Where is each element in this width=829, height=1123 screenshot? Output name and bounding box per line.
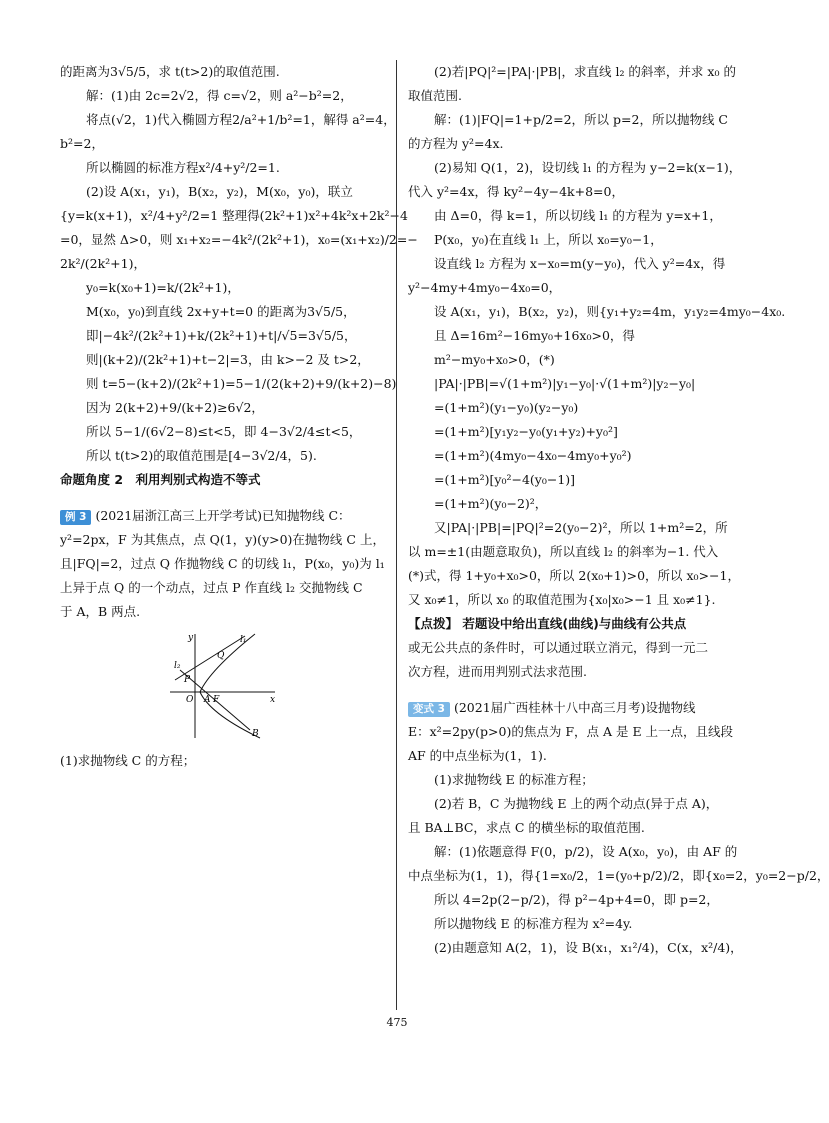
text-line: 取值范围. <box>408 88 462 103</box>
text-line: (2021届广西桂林十八中高三月考)设抛物线 <box>453 700 696 715</box>
variant-intro <box>408 696 752 720</box>
text-line: 设直线 l₂ 方程为 x−x₀=m(y−y₀)，代入 y²=4x，得 <box>434 256 726 271</box>
text-line: P(x₀，y₀)在直线 l₁ 上，所以 x₀=y₀−1， <box>434 232 663 247</box>
fig-label: Q <box>217 651 225 661</box>
left-column <box>60 60 418 773</box>
tip-line: 【点拨】 若题设中给出直线(曲线)与曲线有公共点 <box>408 616 687 631</box>
text-line: =(1+m²)(4my₀−4x₀−4my₀+y₀²) <box>434 448 632 463</box>
text-line: 且 Δ=16m²−16my₀+16x₀>0，得 <box>434 328 635 343</box>
fig-label: A <box>204 695 211 705</box>
text-line: 将点(√2，1)代入椭圆方程2/a²+1/b²=1，解得 a²=4， <box>86 112 396 127</box>
parabola-curve <box>200 634 260 738</box>
text-line: 又 x₀≠1，所以 x₀ 的取值范围为{x₀|x₀>−1 且 x₀≠1}. <box>408 592 716 607</box>
text-line: 于 A，B 两点. <box>60 604 141 619</box>
text-line: 上异于点 Q 的一个动点，过点 P 作直线 l₂ 交抛物线 C <box>60 580 363 595</box>
text-line: y²=2px，F 为其焦点，点 Q(1，y)(y>0)在抛物线 C 上， <box>60 532 385 547</box>
text-line: 的方程为 y²=4x. <box>408 136 504 151</box>
text-line: (2)设 A(x₁，y₁)，B(x₂，y₂)，M(x₀，y₀)，联立 <box>86 184 353 199</box>
fig-label: y <box>188 633 194 643</box>
text-line: (1)求抛物线 C 的方程； <box>60 753 196 768</box>
right-column <box>408 60 829 960</box>
fig-label: l₂ <box>174 661 181 671</box>
text-line: y²−4my+4my₀−4x₀=0， <box>408 280 562 295</box>
text-line: 所以 4=2p(2−p/2)，得 p²−4p+4=0，即 p=2， <box>434 892 719 907</box>
text-line: 解：(1)依题意得 F(0，p/2)，设 A(x₀，y₀)，由 AF 的 <box>434 844 738 859</box>
fig-label: l₁ <box>240 635 247 645</box>
text-line: 次方程，进而用判别式法求范围. <box>408 664 587 679</box>
text-line: (1)求抛物线 E 的标准方程； <box>434 772 594 787</box>
text-line: 则 t=5−(k+2)/(2k²+1)=5−1/(2(k+2)+9/(k+2)−8) <box>86 376 397 391</box>
text-line: (2)若|PQ|²=|PA|·|PB|，求直线 l₂ 的斜率，并求 x₀ 的 <box>434 64 736 79</box>
text-line: y₀=k(x₀+1)=k/(2k²+1)， <box>86 280 240 295</box>
variant-badge: 变式 3 <box>408 702 450 717</box>
text-line: 或无公共点的条件时，可以通过联立消元，得到一元二 <box>408 640 709 655</box>
text-line: 中点坐标为(1，1)，得{1=x₀/2，1=(y₀+p/2)/2，即{x₀=2，y₀=2−p/2， <box>408 868 829 883</box>
page-number: 475 <box>386 1016 408 1029</box>
text-line: 又|PA|·|PB|=|PQ|²=2(y₀−2)²，所以 1+m²=2，所 <box>434 520 728 535</box>
fig-label: B <box>252 729 259 739</box>
text-line: (2)由题意知 A(2，1)，设 B(x₁，x₁²/4)，C(x，x²/4)， <box>434 940 743 955</box>
example-badge: 例 3 <box>60 510 91 525</box>
fig-label: x <box>270 695 276 705</box>
text-line: =(1+m²)(y₀−2)²， <box>434 496 548 511</box>
fig-label: F <box>213 695 220 705</box>
text-line: M(x₀，y₀)到直线 2x+y+t=0 的距离为3√5/5， <box>86 304 356 319</box>
text-line: (*)式，得 1+y₀+x₀>0，所以 2(x₀+1)>0，所以 x₀>−1， <box>408 568 740 583</box>
text-line: 所以 5−1/(6√2−8)≤t<5，即 4−3√2/4≤t<5， <box>86 424 362 439</box>
text-line: 解：(1)|FQ|=1+p/2=2，所以 p=2，所以抛物线 C <box>434 112 728 127</box>
text-line: 即|−4k²/(2k²+1)+k/(2k²+1)+t|/√5=3√5/5， <box>86 328 357 343</box>
text-line: |PA|·|PB|=√(1+m²)|y₁−y₀|·√(1+m²)|y₂−y₀| <box>434 376 696 391</box>
text-line: m²−my₀+x₀>0，(*) <box>434 352 555 367</box>
text-line: 且 BA⊥BC，求点 C 的横坐标的取值范围. <box>408 820 645 835</box>
text-line: 因为 2(k+2)+9/(k+2)≥6√2， <box>86 400 264 415</box>
text-line: 代入 y²=4x，得 ky²−4y−4k+8=0， <box>408 184 624 199</box>
text-line: 以 m=±1(由题意取负)，所以直线 l₂ 的斜率为−1. 代入 <box>408 544 719 559</box>
text-line: 所以椭圆的标准方程x²/4+y²/2=1. <box>86 160 280 175</box>
example-intro <box>60 504 410 528</box>
text-line: 则|(k+2)/(2k²+1)+t−2|=3，由 k>−2 及 t>2， <box>86 352 370 367</box>
parabola-figure <box>160 630 280 740</box>
text-line: =(1+m²)[y₁y₂−y₀(y₁+y₂)+y₀²] <box>434 424 618 439</box>
text-line: 设 A(x₁，y₁)，B(x₂，y₂)，则{y₁+y₂=4m，y₁y₂=4my₀−4x₀. <box>434 304 786 319</box>
text-line: AF 的中点坐标为(1，1). <box>408 748 547 763</box>
text-line: (2)易知 Q(1，2)，设切线 l₁ 的方程为 y−2=k(x−1)， <box>434 160 742 175</box>
text-line: 解：(1)由 2c=2√2，得 c=√2，则 a²−b²=2， <box>86 88 353 103</box>
section-heading: 命题角度 2 利用判别式构造不等式 <box>60 472 261 487</box>
fig-label: O <box>186 695 194 705</box>
text-line: =0，显然 Δ>0，则 x₁+x₂=−4k²/(2k²+1)，x₀=(x₁+x₂)/2=− <box>60 232 418 247</box>
text-line: =(1+m²)(y₁−y₀)(y₂−y₀) <box>434 400 579 415</box>
fig-label: P <box>184 675 191 685</box>
text-line: 由 Δ=0，得 k=1，所以切线 l₁ 的方程为 y=x+1， <box>434 208 722 223</box>
text-line: {y=k(x+1)，x²/4+y²/2=1 整理得(2k²+1)x²+4k²x+2k²−4 <box>60 208 408 223</box>
text-line: 所以 t(t>2)的取值范围是[4−3√2/4，5). <box>86 448 317 463</box>
text-line: b²=2， <box>60 136 104 151</box>
text-line: 的距离为3√5/5，求 t(t>2)的取值范围. <box>60 64 280 79</box>
column-divider <box>396 60 397 1010</box>
text-line: (2021届浙江高三上开学考试)已知抛物线 C： <box>95 508 351 523</box>
text-line: =(1+m²)[y₀²−4(y₀−1)] <box>434 472 576 487</box>
text-line: 且|FQ|=2，过点 Q 作抛物线 C 的切线 l₁，P(x₀，y₀)为 l₁ <box>60 556 385 571</box>
text-line: 所以抛物线 E 的标准方程为 x²=4y. <box>434 916 633 931</box>
text-line: E：x²=2py(p>0)的焦点为 F，点 A 是 E 上一点，且线段 <box>408 724 734 739</box>
text-line: (2)若 B，C 为抛物线 E 上的两个动点(异于点 A)， <box>434 796 719 811</box>
text-line: 2k²/(2k²+1)， <box>60 256 146 271</box>
tangent-line-l1 <box>175 636 245 680</box>
